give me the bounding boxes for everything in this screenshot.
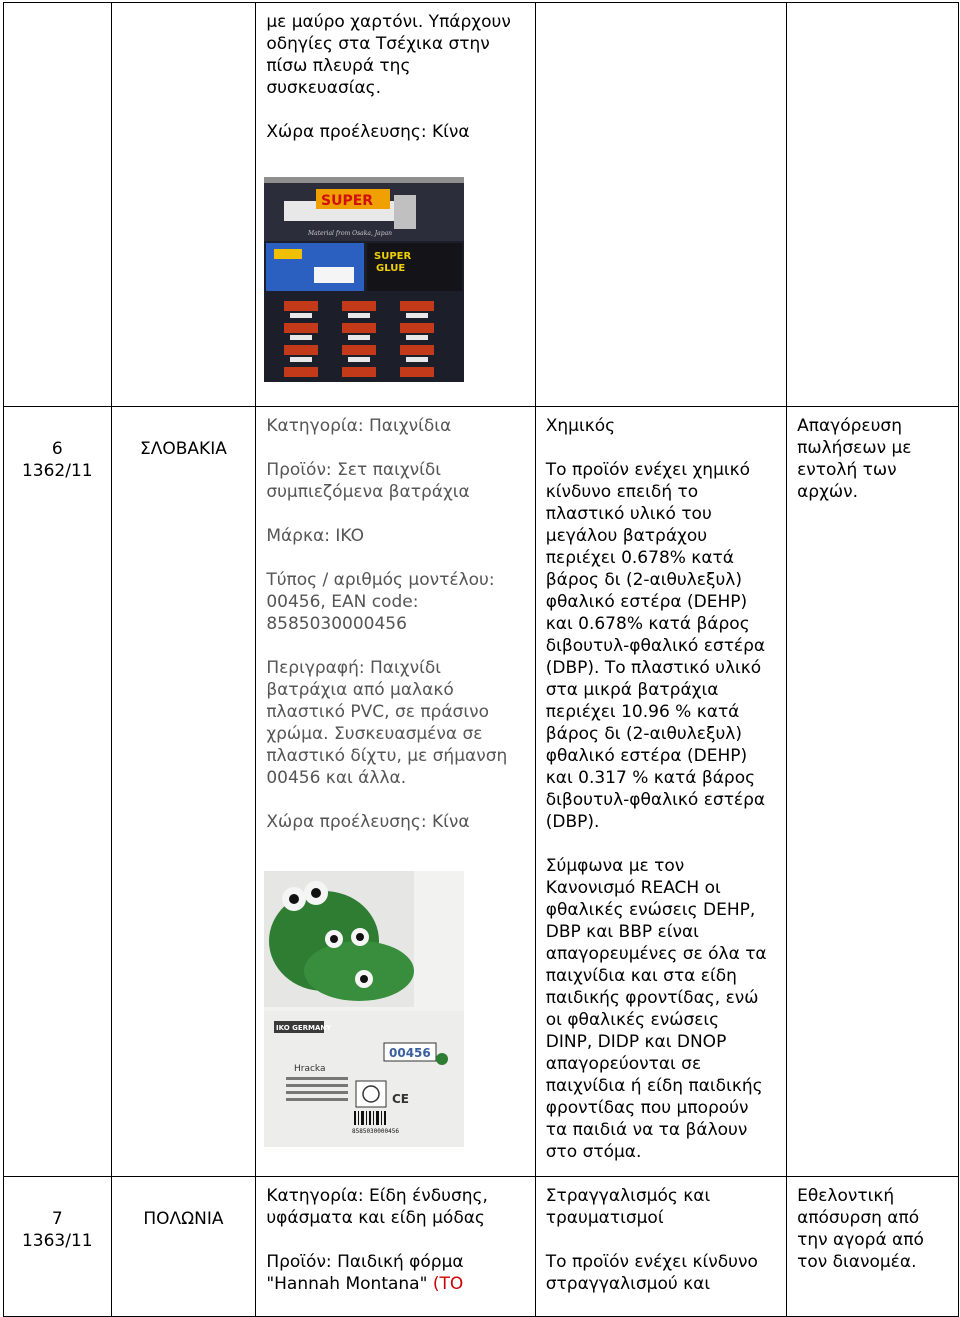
country-cell	[111, 407, 256, 1177]
reach-line: φροντίδας που μπορούν	[545, 1098, 749, 1118]
barcode-number: 8585030000456	[352, 1128, 400, 1135]
risk-line: πλαστικό υλικό του	[545, 504, 712, 524]
measures-line: πωλήσεων με	[797, 438, 912, 458]
reach-line: DBP και BBP είναι	[545, 922, 699, 942]
risk-line: βάρος δι (2-αιθυλεξυλ)	[545, 724, 742, 744]
risk-line: φθαλικό εστέρα (DEHP)	[545, 592, 748, 612]
reach-line: παιχνίδια και στα είδη	[545, 966, 737, 986]
reach-line: απαγορευμένες σε όλα τα	[545, 944, 767, 964]
risk-cell	[535, 3, 786, 407]
risk-line: στα μικρά βατράχια	[545, 680, 719, 700]
description-line: με μαύρο χαρτόνι. Υπάρχουν	[266, 12, 511, 32]
product-cell	[256, 407, 535, 1177]
brand-text: Μάρκα: IKO	[266, 526, 364, 546]
risk-line: διβουτυλ-φθαλικό εστέρα	[545, 636, 766, 656]
risk-line: διβουτυλ-φθαλικό εστέρα	[545, 790, 766, 810]
row-reference: 1362/11	[21, 461, 93, 481]
super-glue-product-photo	[264, 177, 464, 382]
reach-line: DINP, DIDP και DNOP	[545, 1032, 727, 1052]
row-reference: 1363/11	[21, 1231, 93, 1251]
table-row	[4, 3, 959, 407]
description-line: συσκευασίας.	[266, 78, 382, 98]
measures-line: την αγορά από	[797, 1230, 924, 1250]
number-cell	[4, 407, 112, 1177]
product-line: συμπιεζόμενα βατράχια	[266, 482, 470, 502]
label-code-text: 00456	[389, 1046, 432, 1060]
risk-line: Το προϊόν ενέχει κίνδυνο	[545, 1252, 758, 1272]
model-line: 8585030000456	[266, 614, 407, 634]
measures-line: τον διανομέα.	[797, 1252, 917, 1272]
measures-cell	[787, 407, 959, 1177]
risk-line: περιέχει 10.96 % κατά	[545, 702, 740, 722]
origin-text: Χώρα προέλευσης: Κίνα	[266, 812, 470, 832]
reach-line: παιχνίδια ή είδη παιδικής	[545, 1076, 763, 1096]
country-name: ΣΛΟΒΑΚΙΑ	[140, 439, 227, 459]
risk-line: (DBP). Το πλαστικό υλικό	[545, 658, 762, 678]
model-line: Τύπος / αριθμός μοντέλου:	[266, 570, 495, 590]
risk-line: και 0.678% κατά βάρος	[545, 614, 750, 634]
rapex-table	[3, 2, 959, 1317]
reach-line: παιδικής φροντίδας, ενώ	[545, 988, 759, 1008]
reach-line: Κανονισμό REACH οι	[545, 878, 721, 898]
made-in-text: Material from Osaka, Japan	[308, 230, 393, 237]
table-row	[4, 1177, 959, 1317]
category-line: υφάσματα και είδη μόδας	[266, 1208, 485, 1228]
row-number: 6	[51, 439, 63, 459]
risk-line: μεγάλου βατράχου	[545, 526, 708, 546]
description-line: 00456 και άλλα.	[266, 768, 407, 788]
risk-line: στραγγαλισμού και	[545, 1274, 711, 1294]
description-line: πλαστικό PVC, σε πράσινο	[266, 702, 489, 722]
svg-text:CE: CE	[392, 1092, 410, 1106]
row-number: 7	[51, 1209, 63, 1229]
description-line: πίσω πλευρά της	[266, 56, 411, 76]
product-note: (ΤΟ	[432, 1274, 464, 1294]
risk-line: Το προϊόν ενέχει χημικό	[545, 460, 751, 480]
product-cell	[256, 3, 535, 407]
glue-pack-text: SUPER	[374, 251, 412, 262]
risk-type: Χημικός	[545, 416, 616, 436]
description-line: χρώμα. Συσκευασμένα σε	[266, 724, 483, 744]
origin-text: Χώρα προέλευσης: Κίνα	[266, 122, 470, 142]
reach-line: Σύμφωνα με τον	[545, 856, 685, 876]
risk-cell	[535, 1177, 786, 1317]
measures-line: απόσυρση από	[797, 1208, 920, 1228]
glue-brand-text: SUPER	[321, 193, 374, 209]
product-name: "Hannah Montana"	[266, 1274, 428, 1294]
measures-cell	[787, 1177, 959, 1317]
risk-type-line: Στραγγαλισμός και	[545, 1186, 711, 1206]
product-line	[266, 1273, 526, 1295]
reach-line: απαγορεύονται σε	[545, 1054, 702, 1074]
risk-cell	[535, 407, 786, 1177]
country-name: ΠΟΛΩΝΙΑ	[143, 1209, 224, 1229]
reach-line: τα παιδιά να τα βάλουν	[545, 1120, 748, 1140]
glue-pack-text: GLUE	[376, 263, 406, 274]
number-cell	[4, 1177, 112, 1317]
model-line: 00456, EAN code:	[266, 592, 419, 612]
category-line: Κατηγορία: Είδη ένδυσης,	[266, 1186, 488, 1206]
risk-line: βάρος δι (2-αιθυλεξυλ)	[545, 570, 742, 590]
category-text: Κατηγορία: Παιχνίδια	[266, 416, 452, 436]
risk-line: και 0.317 % κατά βάρος	[545, 768, 756, 788]
country-cell	[111, 1177, 256, 1317]
number-cell	[4, 3, 112, 407]
risk-line: περιέχει 0.678% κατά	[545, 548, 734, 568]
measures-line: Εθελοντική	[797, 1186, 895, 1206]
reach-line: στο στόμα.	[545, 1142, 642, 1162]
measures-cell	[787, 3, 959, 407]
measures-line: Απαγόρευση	[797, 416, 902, 436]
description-line: βατράχια από μαλακό	[266, 680, 454, 700]
risk-line: κίνδυνο επειδή το	[545, 482, 699, 502]
reach-line: οι φθαλικές ενώσεις	[545, 1010, 720, 1030]
risk-line: φθαλικό εστέρα (DEHP)	[545, 746, 748, 766]
product-line: Προϊόν: Σετ παιχνίδι	[266, 460, 442, 480]
measures-line: εντολή των	[797, 460, 897, 480]
product-line: Προϊόν: Παιδική φόρμα	[266, 1252, 464, 1272]
label-brand-text: IKO GERMANY	[276, 1024, 332, 1032]
risk-type-line: τραυματισμοί	[545, 1208, 664, 1228]
risk-line: (DBP).	[545, 812, 600, 832]
label-name-text: Hracka	[294, 1064, 326, 1074]
measures-line: αρχών.	[797, 482, 859, 502]
description-line: οδηγίες στα Τσέχικα στην	[266, 34, 490, 54]
product-cell	[256, 1177, 535, 1317]
country-cell	[111, 3, 256, 407]
description-line: Περιγραφή: Παιχνίδι	[266, 658, 441, 678]
description-line: πλαστικό δίχτυ, με σήμανση	[266, 746, 508, 766]
table-row	[4, 407, 959, 1177]
reach-line: φθαλικές ενώσεις DEHP,	[545, 900, 756, 920]
frog-toy-product-photo	[264, 871, 464, 1147]
